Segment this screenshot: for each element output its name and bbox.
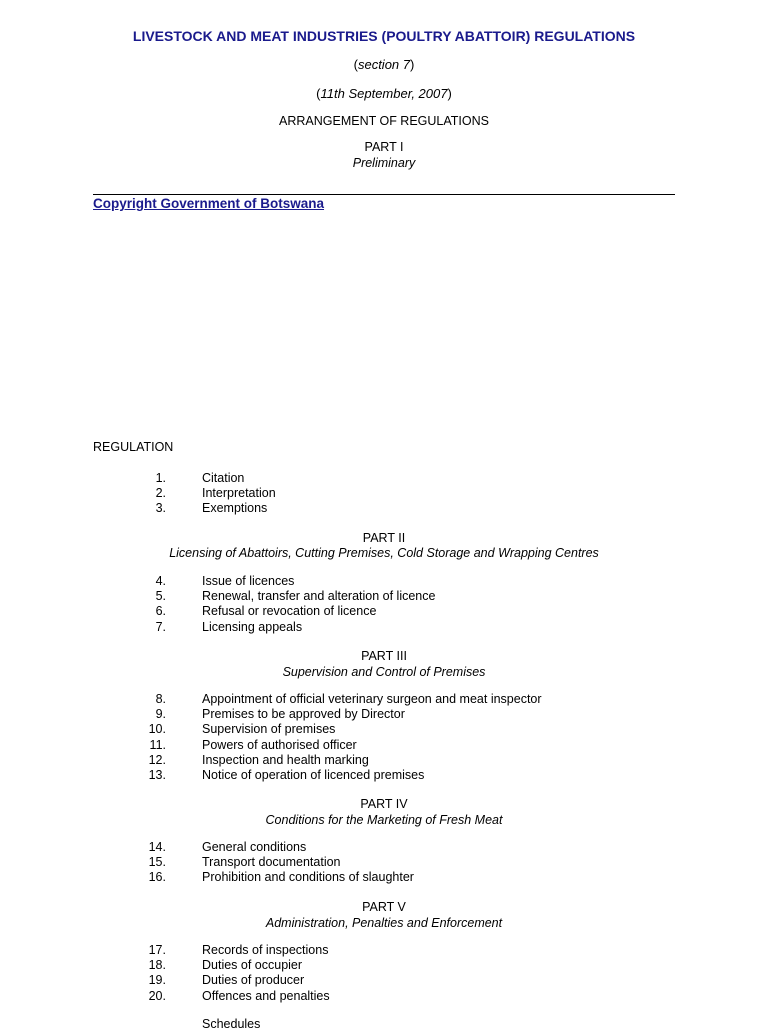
part-3-subtitle: Supervision and Control of Premises — [282, 665, 486, 679]
item-text: Transport documentation — [202, 855, 341, 870]
list-item — [0, 753, 768, 768]
part-3-items — [0, 692, 768, 783]
schedules-label: Schedules — [202, 1017, 261, 1031]
item-number: 3. — [155, 501, 166, 516]
item-text: Notice of operation of licenced premises — [202, 767, 425, 782]
list-item — [0, 620, 768, 635]
horizontal-rule — [93, 194, 675, 195]
item-number: 15. — [148, 855, 166, 870]
arrangement-heading: ARRANGEMENT OF REGULATIONS — [279, 114, 489, 128]
item-number: 4. — [155, 574, 166, 588]
list-item — [0, 692, 768, 707]
item-number: 13. — [148, 767, 166, 782]
part-3-label: PART III — [361, 649, 407, 663]
list-item — [0, 989, 768, 1004]
part-2-subtitle: Licensing of Abattoirs, Cutting Premises, Cold Storage and Wrapping Centres — [169, 546, 599, 560]
item-number: 1. — [155, 471, 166, 485]
item-text: Interpretation — [202, 486, 276, 501]
date-text: 11th September, 2007 — [320, 86, 448, 101]
item-number: 12. — [148, 752, 166, 767]
part-4-subtitle: Conditions for the Marketing of Fresh Meat — [265, 813, 503, 827]
section-number: section 7 — [357, 57, 411, 72]
regulation-label: REGULATION — [93, 440, 174, 454]
item-number: 14. — [148, 840, 166, 854]
section-reference — [0, 57, 768, 72]
item-text: Exemptions — [202, 501, 268, 516]
document-title: LIVESTOCK AND MEAT INDUSTRIES (POULTRY ABATTOIR) REGULATIONS — [132, 28, 636, 44]
part-5-items — [0, 943, 768, 1004]
item-text: Offences and penalties — [202, 988, 330, 1003]
list-item — [0, 722, 768, 737]
commencement-date — [0, 86, 768, 101]
part-5-subtitle: Administration, Penalties and Enforcement — [265, 916, 503, 930]
item-number: 19. — [148, 973, 166, 988]
item-text: Refusal or revocation of licence — [202, 604, 377, 619]
item-text: Duties of producer — [202, 973, 305, 988]
date-close-paren: ) — [447, 86, 452, 101]
list-item — [0, 973, 768, 988]
part-2-label: PART II — [362, 531, 406, 545]
item-text: Duties of occupier — [202, 958, 303, 973]
item-text: Powers of authorised officer — [202, 737, 357, 752]
copyright-link[interactable]: Copyright Government of Botswana — [93, 196, 325, 211]
item-number: 17. — [148, 943, 166, 957]
part-4-items — [0, 840, 768, 886]
list-item — [0, 840, 768, 855]
list-item — [0, 738, 768, 753]
list-item — [0, 958, 768, 973]
item-number: 10. — [148, 722, 166, 737]
list-item — [0, 486, 768, 501]
list-item — [0, 943, 768, 958]
item-number: 7. — [155, 619, 166, 634]
item-number: 9. — [155, 707, 166, 722]
item-text: Premises to be approved by Director — [202, 707, 405, 722]
item-text: Citation — [202, 471, 245, 485]
item-text: Supervision of premises — [202, 722, 336, 737]
list-item — [0, 855, 768, 870]
date-open-paren: ( — [316, 86, 321, 101]
item-number: 18. — [148, 958, 166, 973]
part-4-label: PART IV — [360, 797, 408, 811]
item-text: Appointment of official veterinary surgeon and meat inspector — [202, 692, 542, 706]
item-number: 16. — [148, 870, 166, 885]
part-1-items — [0, 471, 768, 517]
list-item — [0, 604, 768, 619]
list-item — [0, 574, 768, 589]
item-number: 11. — [149, 737, 166, 752]
list-item — [0, 870, 768, 885]
part-1-label: PART I — [364, 140, 404, 154]
item-text: Records of inspections — [202, 943, 329, 957]
item-text: Inspection and health marking — [202, 752, 369, 767]
part-5-label: PART V — [362, 900, 406, 914]
list-item — [0, 501, 768, 516]
part-2-items — [0, 574, 768, 635]
list-item — [0, 768, 768, 783]
list-item — [0, 707, 768, 722]
section-close-paren: ) — [410, 57, 415, 72]
item-text: Renewal, transfer and alteration of licence — [202, 589, 436, 604]
item-number: 2. — [155, 486, 166, 501]
part-1-subtitle: Preliminary — [352, 156, 416, 170]
item-number: 8. — [155, 692, 166, 706]
item-number: 20. — [148, 988, 166, 1003]
item-text: Licensing appeals — [202, 619, 303, 634]
item-text: General conditions — [202, 840, 307, 854]
item-number: 6. — [155, 604, 166, 619]
item-number: 5. — [155, 589, 166, 604]
list-item — [0, 589, 768, 604]
item-text: Prohibition and conditions of slaughter — [202, 870, 414, 885]
list-item — [0, 471, 768, 486]
item-text: Issue of licences — [202, 574, 295, 588]
section-open-paren: ( — [353, 57, 358, 72]
